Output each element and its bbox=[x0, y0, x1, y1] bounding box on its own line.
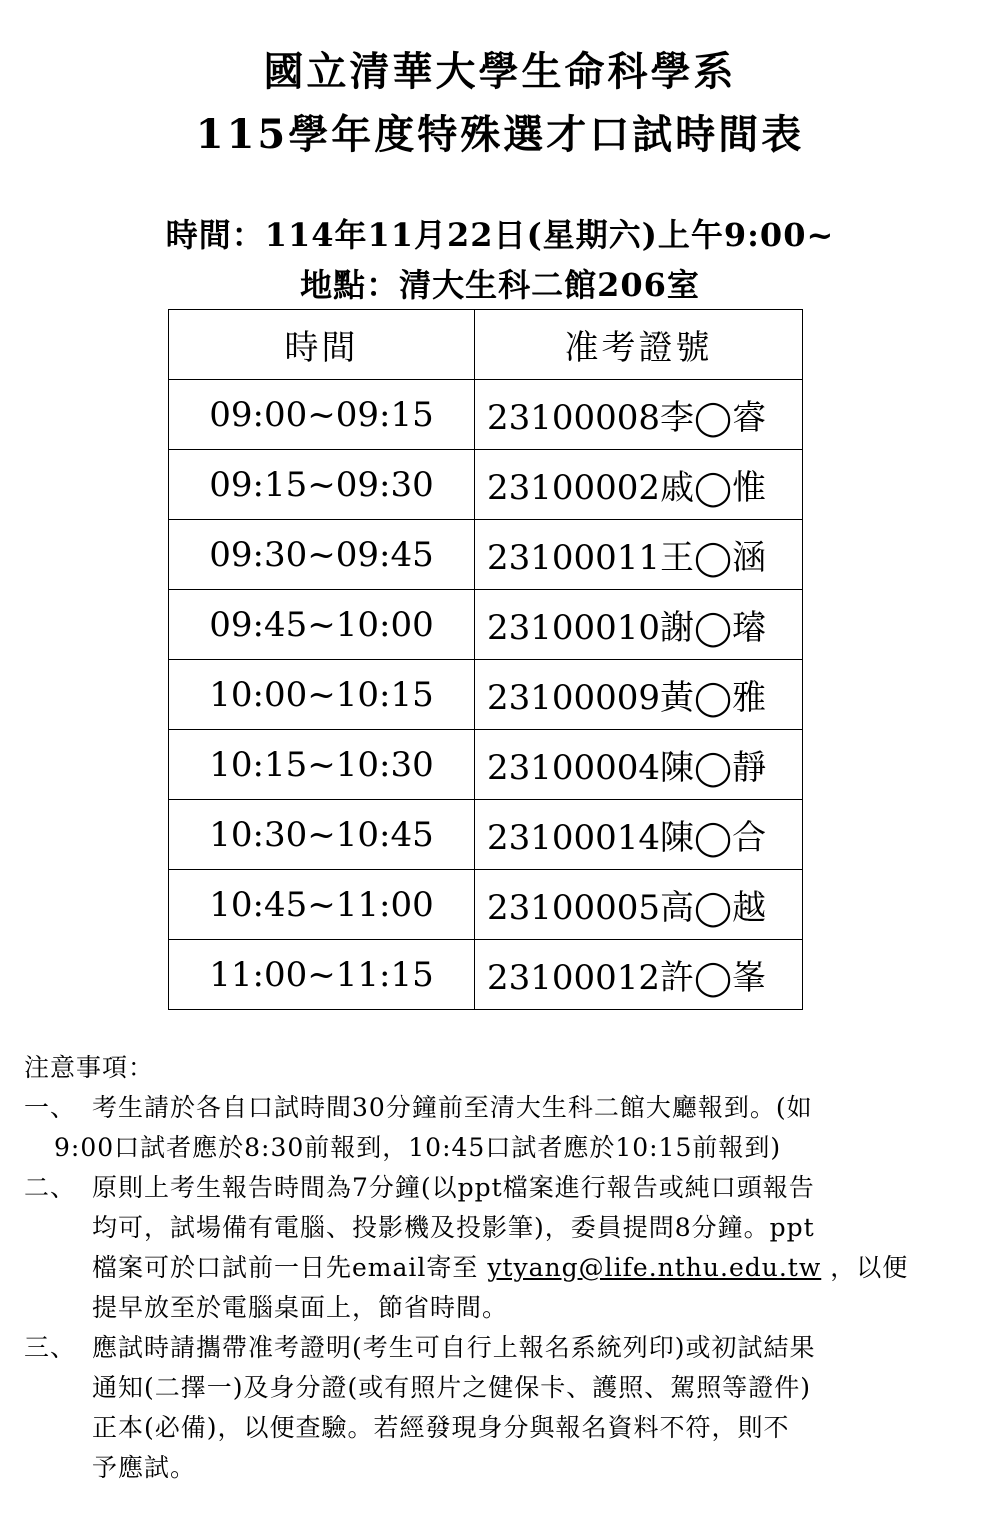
table-row bbox=[169, 380, 803, 450]
note-number: 二、 bbox=[24, 1173, 77, 1202]
table-row bbox=[169, 870, 803, 940]
slot-time: 09:15~09:30 bbox=[169, 450, 475, 520]
note-text bbox=[92, 1248, 974, 1288]
candidate-id: 23100005高◯越 bbox=[475, 870, 803, 940]
note-number: 一、 bbox=[24, 1093, 77, 1122]
slot-time: 10:15~10:30 bbox=[169, 730, 475, 800]
note-text: 予應試。 bbox=[92, 1453, 197, 1482]
candidate-id: 23100002戚◯惟 bbox=[475, 450, 803, 520]
table-row bbox=[169, 660, 803, 730]
slot-time: 09:45~10:00 bbox=[169, 590, 475, 660]
schedule-table bbox=[168, 309, 803, 1010]
table-row bbox=[169, 800, 803, 870]
note-text: 通知(二擇一)及身分證(或有照片之健保卡、護照、駕照等證件) bbox=[92, 1373, 812, 1402]
slot-time: 10:30~10:45 bbox=[169, 800, 475, 870]
candidate-id: 23100011王◯涵 bbox=[475, 520, 803, 590]
candidate-id: 23100008李◯睿 bbox=[475, 380, 803, 450]
table-row bbox=[169, 520, 803, 590]
contact-email-link[interactable]: ytyang@life.nthu.edu.tw bbox=[487, 1253, 822, 1282]
exam-time: 時間：114年11月22日(星期六)上午9:00~ bbox=[165, 216, 835, 254]
note-text: 均可，試場備有電腦、投影機及投影筆)，委員提問8分鐘。ppt bbox=[92, 1213, 815, 1242]
note-text: 正本(必備)，以便查驗。若經發現身分與報名資料不符，則不 bbox=[92, 1413, 790, 1442]
candidate-id: 23100014陳◯合 bbox=[475, 800, 803, 870]
table-row bbox=[169, 940, 803, 1010]
note-text: 應試時請攜帶准考證明(考生可自行上報名系統列印)或初試結果 bbox=[92, 1333, 816, 1362]
slot-time: 11:00~11:15 bbox=[169, 940, 475, 1010]
header-exam-number: 准考證號 bbox=[475, 310, 803, 380]
slot-time: 09:00~09:15 bbox=[169, 380, 475, 450]
note-text: 提早放至於電腦桌面上，節省時間。 bbox=[92, 1293, 509, 1322]
candidate-id: 23100010謝◯璿 bbox=[475, 590, 803, 660]
notes-heading: 注意事項： bbox=[24, 1053, 155, 1082]
note-text-segment: ，以便 bbox=[821, 1253, 909, 1282]
note-item-3 bbox=[24, 1328, 974, 1488]
note-text: 考生請於各自口試時間30分鐘前至清大生科二館大廳報到。(如 bbox=[92, 1093, 813, 1122]
table-row bbox=[169, 450, 803, 520]
candidate-id: 23100009黃◯雅 bbox=[475, 660, 803, 730]
note-item-2 bbox=[24, 1168, 974, 1328]
header-time: 時間 bbox=[169, 310, 475, 380]
notes-section bbox=[24, 1048, 974, 1488]
note-number: 三、 bbox=[24, 1333, 77, 1362]
note-text: 9:00口試者應於8:30前報到，10:45口試者應於10:15前報到) bbox=[54, 1133, 782, 1162]
table-row bbox=[169, 730, 803, 800]
table-header-row bbox=[169, 310, 803, 380]
exam-location: 地點：清大生科二館206室 bbox=[300, 266, 700, 304]
candidate-id: 23100004陳◯靜 bbox=[475, 730, 803, 800]
note-text: 原則上考生報告時間為7分鐘(以ppt檔案進行報告或純口頭報告 bbox=[92, 1173, 815, 1202]
slot-time: 10:45~11:00 bbox=[169, 870, 475, 940]
note-item-1 bbox=[24, 1088, 974, 1128]
document-title: 國立清華大學生命科學系 bbox=[263, 48, 737, 95]
slot-time: 10:00~10:15 bbox=[169, 660, 475, 730]
note-text-segment: 檔案可於口試前一日先email寄至 bbox=[92, 1253, 488, 1282]
document-subtitle: 115學年度特殊選才口試時間表 bbox=[195, 111, 805, 158]
candidate-id: 23100012許◯峯 bbox=[475, 940, 803, 1010]
slot-time: 09:30~09:45 bbox=[169, 520, 475, 590]
table-row bbox=[169, 590, 803, 660]
